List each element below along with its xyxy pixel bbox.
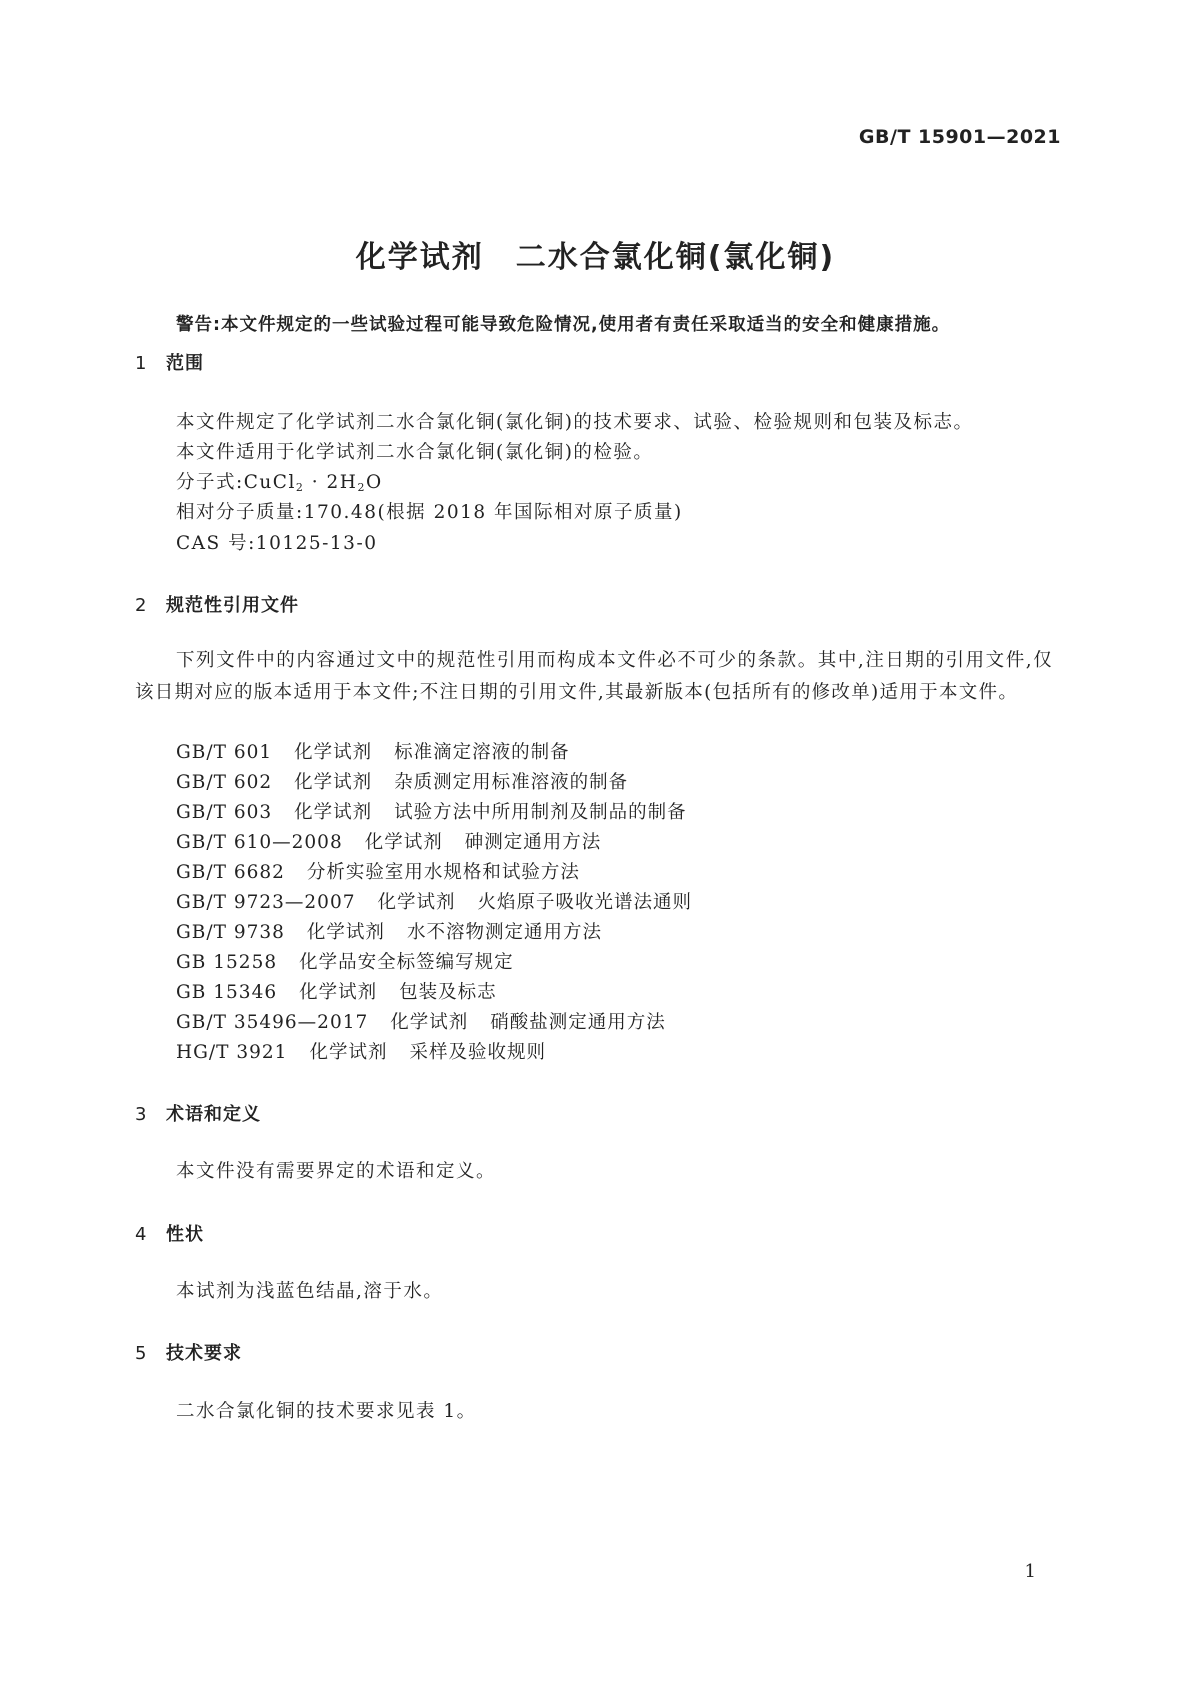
reference-title: 化学品安全标签编写规定: [299, 952, 514, 973]
reference-title: 采样及验收规则: [409, 1042, 546, 1063]
section-number: 4: [135, 1224, 148, 1245]
reference-item: [176, 948, 514, 974]
section-title: 规范性引用文件: [166, 595, 299, 616]
reference-code: GB 15346: [176, 982, 278, 1003]
reference-code: GB/T 35496—2017: [176, 1012, 369, 1033]
reference-title: 砷测定通用方法: [464, 832, 602, 853]
reference-item: [176, 1008, 666, 1034]
reference-title: 杂质测定用标准溶液的制备: [394, 772, 629, 793]
section-title: 术语和定义: [166, 1104, 261, 1125]
formula-dot: · 2H: [304, 472, 358, 493]
section-title: 技术要求: [166, 1343, 242, 1364]
reference-code: GB/T 6682: [176, 862, 285, 883]
section-number: 3: [135, 1104, 148, 1125]
terms-text: 本文件没有需要界定的术语和定义。: [176, 1161, 497, 1182]
reference-category: 化学试剂: [364, 832, 443, 853]
reference-code: GB/T 601: [176, 742, 273, 763]
reference-item: [176, 798, 687, 824]
scope-line-1: 本文件规定了化学试剂二水合氯化铜(氯化铜)的技术要求、试验、检验规则和包装及标志。: [176, 412, 974, 433]
molecular-formula: [176, 468, 383, 494]
section-title: 范围: [166, 353, 204, 374]
reference-item: [176, 828, 601, 854]
section-2-heading: [135, 591, 299, 617]
reference-category: 化学试剂: [309, 1042, 388, 1063]
formula-cu: CuCl: [243, 472, 296, 493]
standard-code: GB/T 15901—2021: [858, 126, 1061, 148]
formula-o: O: [365, 472, 383, 493]
molar-mass: 相对分子质量:170.48(根据 2018 年国际相对原子质量): [176, 502, 683, 523]
reference-category: 化学试剂: [294, 772, 373, 793]
reference-category: 化学试剂: [377, 892, 456, 913]
reference-item: [176, 918, 602, 944]
section-1-heading: [135, 349, 204, 375]
reference-title: 水不溶物测定通用方法: [406, 922, 602, 943]
page-title: 化学试剂 二水合氯化铜(氯化铜): [355, 240, 836, 275]
reference-category: 化学试剂: [390, 1012, 469, 1033]
cas-number: CAS 号:10125-13-0: [176, 533, 378, 554]
warning-text: 警告:本文件规定的一些试验过程可能导致危险情况,使用者有责任采取适当的安全和健康措施。: [176, 315, 951, 335]
section-4-heading: [135, 1220, 204, 1246]
reference-item: [176, 858, 580, 884]
reference-code: GB/T 9738: [176, 922, 285, 943]
reference-item: [176, 888, 692, 914]
reference-code: GB/T 602: [176, 772, 273, 793]
reference-code: GB/T 610—2008: [176, 832, 343, 853]
reference-category: 化学试剂: [294, 802, 373, 823]
page-number: 1: [1024, 1561, 1036, 1582]
formula-label: 分子式:: [176, 472, 244, 493]
reference-code: GB 15258: [176, 952, 278, 973]
reference-code: GB/T 9723—2007: [176, 892, 356, 913]
section-title: 性状: [166, 1224, 204, 1245]
section-5-heading: [135, 1339, 242, 1365]
reference-item: [176, 738, 570, 764]
section-number: 2: [135, 595, 148, 616]
formula-sub-2: 2: [357, 481, 366, 494]
reference-category: 化学试剂: [299, 982, 378, 1003]
reference-item: [176, 768, 628, 794]
normative-references-intro: 下列文件中的内容通过文中的规范性引用而构成本文件必不可少的条款。其中,注日期的引用文件,仅该日期对应的版本适用于本文件;不注日期的引用文件,其最新版本(包括所有的修改单)适用于本文件。: [135, 650, 1053, 703]
reference-title: 试验方法中所用制剂及制品的制备: [394, 802, 687, 823]
reference-title: 分析实验室用水规格和试验方法: [306, 862, 580, 883]
reference-item: [176, 978, 497, 1004]
reference-category: 化学试剂: [306, 922, 385, 943]
reference-title: 标准滴定溶液的制备: [394, 742, 570, 763]
reference-category: 化学试剂: [294, 742, 373, 763]
formula-sub-1: 2: [295, 481, 305, 494]
reference-code: GB/T 603: [176, 802, 273, 823]
reference-title: 包装及标志: [399, 982, 497, 1003]
reference-item: [176, 1038, 546, 1064]
properties-text: 本试剂为浅蓝色结晶,溶于水。: [176, 1281, 444, 1302]
section-number: 1: [135, 353, 148, 374]
section-number: 5: [135, 1343, 148, 1364]
scope-line-2: 本文件适用于化学试剂二水合氯化铜(氯化铜)的检验。: [176, 442, 654, 463]
reference-title: 硝酸盐测定通用方法: [490, 1012, 666, 1033]
reference-title: 火焰原子吸收光谱法通则: [477, 892, 693, 913]
section-3-heading: [135, 1100, 261, 1126]
technical-requirements-text: 二水合氯化铜的技术要求见表 1。: [176, 1401, 477, 1422]
reference-code: HG/T 3921: [176, 1042, 288, 1063]
